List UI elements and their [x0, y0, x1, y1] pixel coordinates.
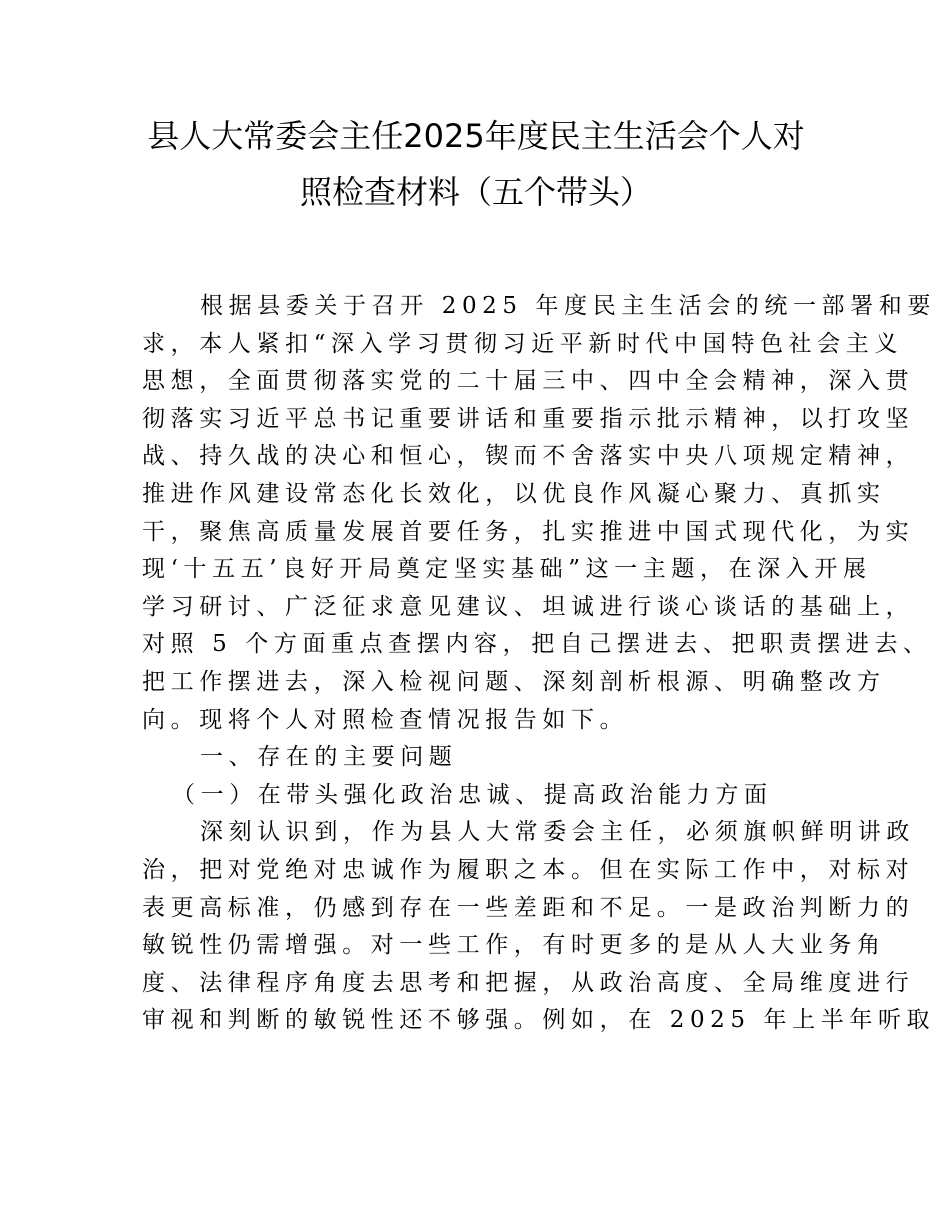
section-heading: 一、存在的主要问题: [200, 744, 458, 771]
intro-paragraph: [142, 288, 936, 739]
text-line: 治，把对党绝对忠诚作为履职之本。但在实际工作中，对标对: [142, 856, 915, 883]
text-line: 彻落实习近平总书记重要讲话和重要指示批示精神，以打攻坚: [142, 405, 915, 432]
text-line: 推进作风建设常态化长效化，以优良作风凝心聚力、真抓实: [142, 480, 886, 507]
document-body: [142, 288, 936, 1040]
text-line: 现‘十五五’良好开局奠定坚实基础”这一主题，在深入开展: [142, 556, 872, 583]
text-line: 表更高标准，仍感到存在一些差距和不足。一是政治判断力的: [142, 894, 915, 921]
text-line: 干，聚焦高质量发展首要任务，扎实推进中国式现代化，为实: [142, 518, 915, 545]
section-paragraph: [142, 814, 936, 1040]
text-line: 审视和判断的敏锐性还不够强。例如，在 2025 年上半年听取: [142, 1007, 936, 1034]
document-page: [142, 108, 936, 1040]
text-line: 敏锐性仍需增强。对一些工作，有时更多的是从人大业务角: [142, 932, 886, 959]
title-line-2: 照检查材料（五个带头）: [299, 173, 652, 211]
text-line: 思想，全面贯彻落实党的二十届三中、四中全会精神，深入贯: [142, 368, 915, 395]
subsection-heading: （一）在带头强化政治忠诚、提高政治能力方面: [172, 781, 773, 808]
title-line-1: 县人大常委会主任2025年度民主生活会个人对: [147, 117, 805, 155]
text-line: 对照 5 个方面重点查摆内容，把自己摆进去、把职责摆进去、: [142, 631, 932, 658]
text-line: 求，本人紧扣“深入学习贯彻习近平新时代中国特色社会主义: [142, 330, 903, 357]
text-line: 度、法律程序角度去思考和把握，从政治高度、全局维度进行: [142, 969, 915, 996]
text-line: 向。现将个人对照检查情况报告如下。: [142, 706, 629, 733]
document-title: [142, 108, 810, 220]
text-line: 学习研讨、广泛征求意见建议、坦诚进行谈心谈话的基础上，: [142, 593, 915, 620]
text-line: 把工作摆进去，深入检视问题、深刻剖析根源、明确整改方: [142, 668, 886, 695]
text-line: 深刻认识到，作为县人大常委会主任，必须旗帜鲜明讲政: [200, 819, 915, 846]
text-line: 根据县委关于召开 2025 年度民主生活会的统一部署和要: [200, 293, 936, 319]
text-line: 战、持久战的决心和恒心，锲而不舍落实中央八项规定精神，: [142, 443, 915, 470]
